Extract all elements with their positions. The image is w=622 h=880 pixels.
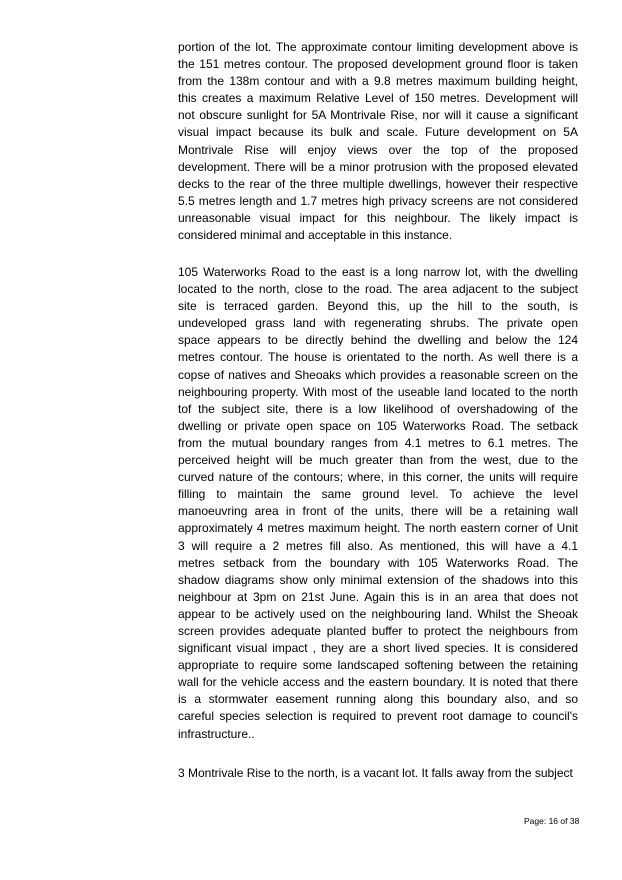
text-line: site is terraced garden. Beyond this, up the hill to the south, is — [178, 299, 578, 314]
text-line: careful species selection is required to prevent root damage to council's — [178, 709, 578, 724]
text-line: infrastructure.. — [178, 726, 255, 741]
text-line: 105 Waterworks Road to the east is a long narrow lot, with the dwelling — [178, 265, 578, 279]
text-line: development. There will be a minor protrusion with the proposed elevated — [178, 159, 578, 174]
text-line: metres contour. The house is orientated to the north. As well there is a — [178, 350, 578, 365]
paragraph-105-waterworks-road — [178, 264, 578, 743]
text-line: curved nature of the contours; where, in this corner, the units will require — [178, 470, 578, 485]
text-line: approximately 4 metres maximum height. The north eastern corner of Unit — [178, 521, 578, 536]
text-line: this creates a maximum Relative Level of 150 metres. Development will — [178, 91, 578, 106]
text-line: appear to be actively used on the neighbouring land. Whilst the Sheoak — [178, 606, 578, 621]
text-line: 3 will require a 2 metres fill also. As mentioned, this will have a 4.1 — [178, 538, 578, 553]
text-line: metres setback from the boundary with 105 Waterworks Road. The — [178, 555, 578, 570]
paragraph-5a-montrivale-rise — [178, 39, 578, 244]
text-line: not obscure sunlight for 5A Montrivale Rise, nor will it cause a significant — [178, 108, 578, 123]
text-line: located to the north, close to the road. The area adjacent to the subject — [178, 282, 578, 297]
text-line: visual impact because its bulk and scale. Future development on 5A — [178, 125, 578, 140]
text-line: appropriate to require some landscaped softening between the retaining — [178, 658, 578, 673]
text-line: space appears to be directly behind the dwelling and below the 124 — [178, 333, 578, 348]
text-line: 5.5 metres length and 1.7 metres high privacy screens are not considered — [178, 193, 578, 208]
text-line: from the 138m contour and with a 9.8 metres maximum building height, — [178, 74, 578, 89]
text-line: Montrivale Rise will enjoy views over the top of the proposed — [178, 142, 578, 157]
text-line: neighbouring property. With most of the useable land located to the north — [178, 384, 578, 399]
text-line: neighbour at 3pm on 21st June. Again this is in an area that does not — [178, 589, 578, 604]
text-line: 3 Montrivale Rise to the north, is a vacant lot. It falls away from the subject — [178, 766, 573, 780]
text-line: the 151 metres contour. The proposed development ground floor is taken — [178, 57, 578, 72]
text-line: decks to the rear of the three multiple dwellings, however their respective — [178, 176, 578, 191]
text-line: manoeuvring area in front of the units, there will be a retaining wall — [178, 504, 578, 519]
page-number: Page: 16 of 38 — [524, 816, 580, 826]
text-line: copse of natives and Sheoaks which provides a reasonable screen on the — [178, 367, 578, 382]
text-line: perceived height will be much greater than from the west, due to the — [178, 453, 578, 468]
text-line: significant visual impact , they are a short lived species. It is considered — [178, 641, 578, 656]
text-line: filling to maintain the same ground level. To achieve the level — [178, 487, 578, 502]
text-line: unreasonable visual impact for this neighbour. The likely impact is — [178, 210, 578, 225]
text-line: shadow diagrams show only minimal extension of the shadows into this — [178, 572, 578, 587]
text-line: dwelling or private open space on 105 Waterworks Road. The setback — [178, 418, 578, 433]
text-line: portion of the lot. The approximate contour limiting development above is — [178, 40, 578, 54]
text-line: is a stormwater easement running along this boundary also, and so — [178, 692, 578, 707]
text-line: from the mutual boundary ranges from 4.1 metres to 6.1 metres. The — [178, 435, 578, 450]
paragraph-3-montrivale-rise — [178, 765, 578, 782]
text-line: wall for the vehicle access and the eastern boundary. It is noted that there — [178, 675, 578, 690]
text-line: considered minimal and acceptable in this instance. — [178, 228, 453, 243]
text-line: screen provides adequate planted buffer to protect the neighbours from — [178, 623, 578, 638]
text-line: undeveloped grass land with regenerating shrubs. The private open — [178, 316, 578, 331]
text-line: tof the subject site, there is a low likelihood of overshadowing of the — [178, 401, 578, 416]
